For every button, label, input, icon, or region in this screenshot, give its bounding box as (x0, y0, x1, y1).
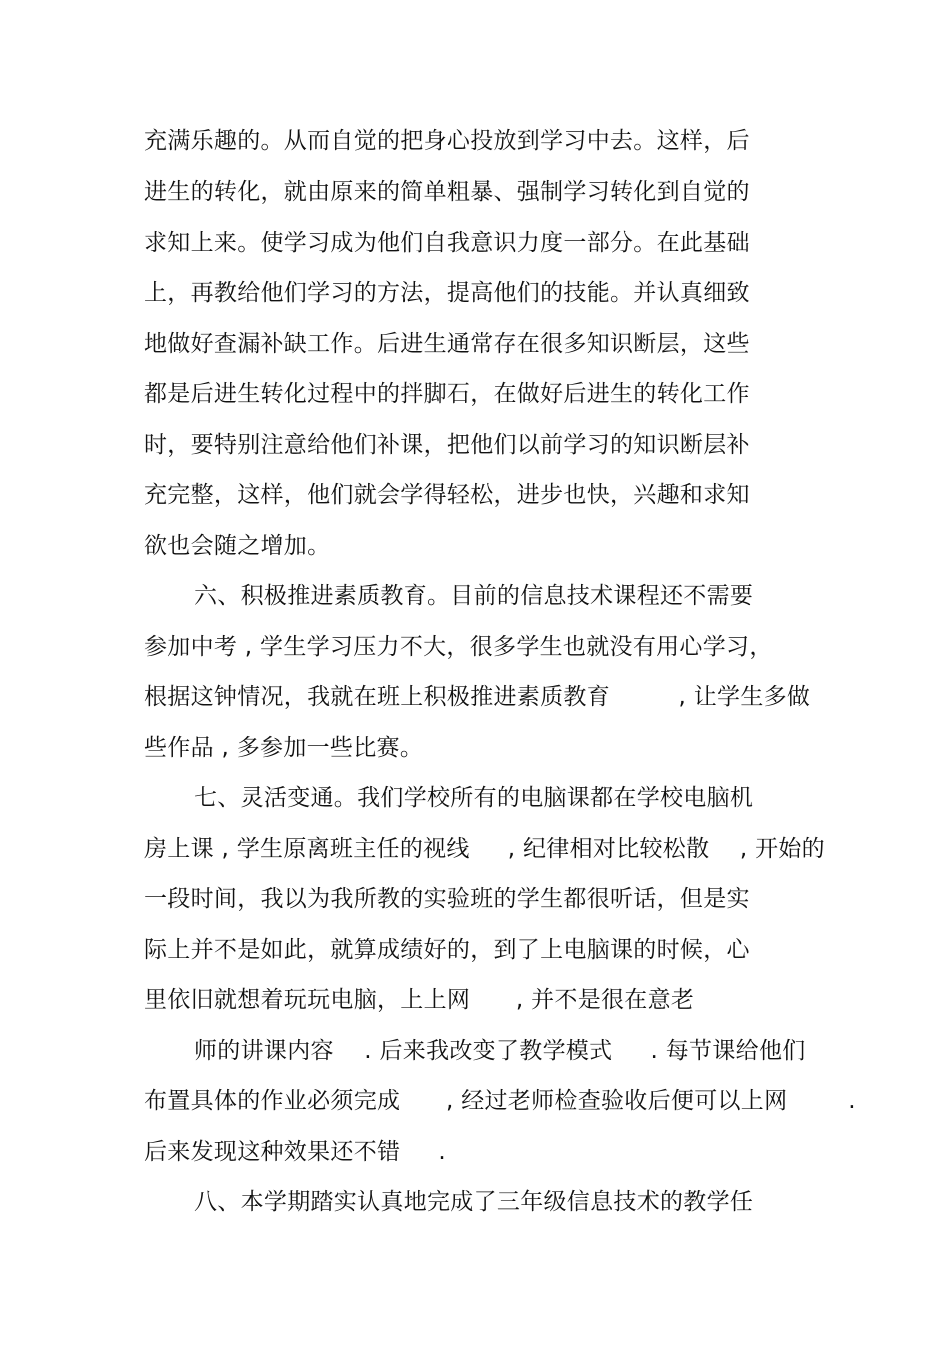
text-line: 地做好查漏补缺工作。后进生通常存在很多知识断层，这些 (144, 331, 750, 357)
text-line: 房上课 , 学生原离班主任的视线 , 纪律相对比较松散 , 开始的 (144, 836, 825, 862)
text-line: 求知上来。使学习成为他们自我意识力度一部分。在此基础 (144, 230, 750, 256)
text-line: 欲也会随之增加。 (144, 533, 331, 559)
text-line: 布置具体的作业必须完成 , 经过老师检查验收后便可以上网 . (144, 1088, 856, 1114)
text-line: 都是后进生转化过程中的拌脚石，在做好后进生的转化工作 (144, 381, 750, 407)
paragraph-seven-heading-line: 七、灵活变通。我们学校所有的电脑课都在学校电脑机 (194, 785, 754, 811)
text-line: 时，要特别注意给他们补课，把他们以前学习的知识断层补 (144, 432, 750, 458)
text-line: 际上并不是如此，就算成绩好的，到了上电脑课的时候，心 (144, 937, 750, 963)
text-line: 根据这钟情况，我就在班上积极推进素质教育 , 让学生多做 (144, 684, 811, 710)
text-line: 上，再教给他们学习的方法，提高他们的技能。并认真细致 (144, 280, 750, 306)
text-line: 里依旧就想着玩玩电脑，上上网 , 并不是很在意老 (144, 987, 695, 1013)
text-line: 些作品 , 多参加一些比赛。 (144, 735, 424, 761)
text-line: 进生的转化，就由原来的简单粗暴、强制学习转化到自觉的 (144, 179, 750, 205)
text-line: 充满乐趣的。从而自觉的把身心投放到学习中去。这样，后 (144, 128, 750, 154)
text-line: 一段时间，我以为我所教的实验班的学生都很听话，但是实 (144, 886, 750, 912)
text-line: 师的讲课内容 . 后来我改变了教学模式 . 每节课给他们 (194, 1038, 806, 1064)
paragraph-six-heading-line: 六、积极推进素质教育。目前的信息技术课程还不需要 (194, 583, 754, 609)
text-line: 参加中考 , 学生学习压力不大，很多学生也就没有用心学习， (144, 634, 773, 660)
text-line: 后来发现这种效果还不错 . (144, 1139, 446, 1165)
text-line: 充完整，这样，他们就会学得轻松，进步也快，兴趣和求知 (144, 482, 750, 508)
paragraph-eight-heading-line: 八、本学期踏实认真地完成了三年级信息技术的教学任 (194, 1189, 754, 1215)
